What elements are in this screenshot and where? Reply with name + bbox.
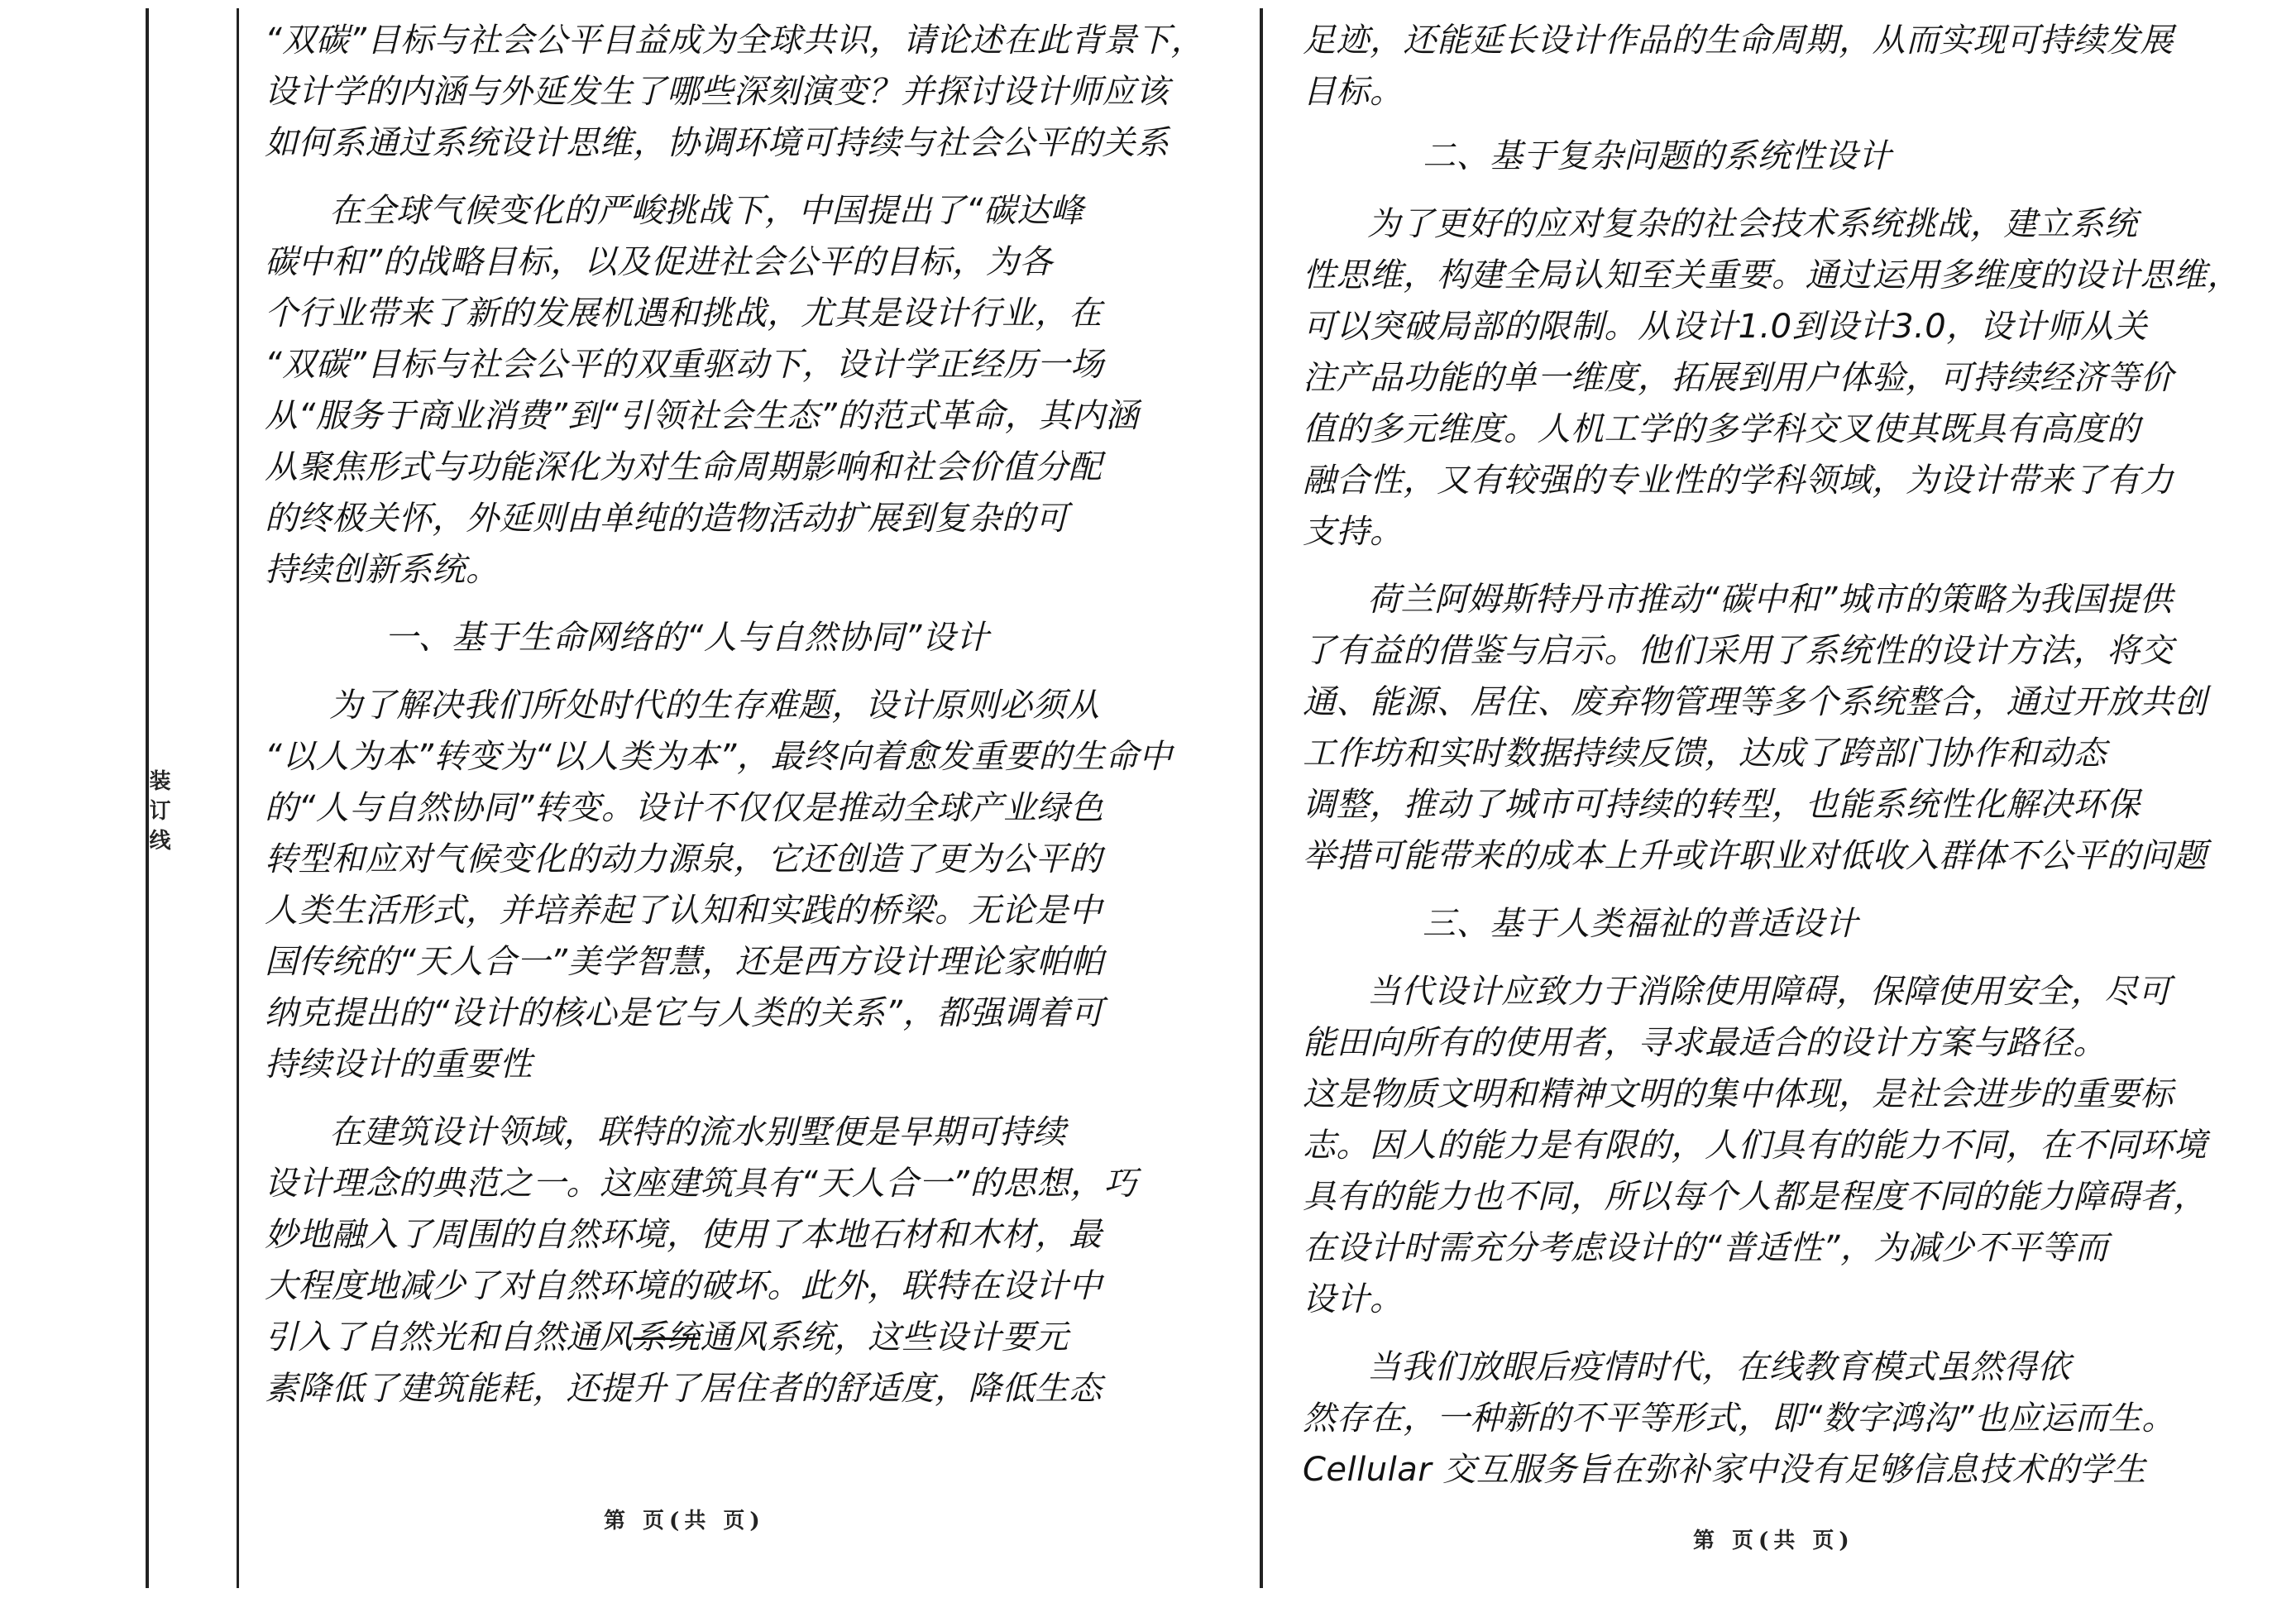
handwritten-line: 大程度地减少了对自然环境的破坏。此外，联特在设计中 bbox=[265, 1267, 1103, 1305]
handwritten-line: 荷兰阿姆斯特丹市推动“碳中和”城市的策略为我国提供 bbox=[1367, 581, 2173, 619]
handwritten-line: 为了解决我们所处时代的生存难题，设计原则必须从 bbox=[329, 687, 1100, 725]
struck-out-text: 系统 bbox=[633, 1318, 701, 1356]
page-number-footer: 第 页(共 页) bbox=[604, 1509, 765, 1533]
handwritten-line: 人类生活形式，并培养起了认知和实践的桥梁。无论是中 bbox=[265, 892, 1103, 930]
handwritten-line: 当代设计应致力于消除使用障碍，保障使用安全，尽可 bbox=[1367, 973, 2171, 1011]
line-text: 通风系统，这些设计要元 bbox=[700, 1318, 1069, 1356]
handwritten-line: 的“人与自然协同”转变。设计不仅仅是推动全球产业绿色 bbox=[265, 789, 1104, 827]
handwritten-line: 三、基于人类福祉的普适设计 bbox=[1423, 905, 1858, 943]
handwritten-line: 了有益的借鉴与启示。他们采用了系统性的设计方法，将交 bbox=[1303, 632, 2174, 670]
left-answer-page bbox=[265, 0, 1249, 1598]
handwritten-line: 注产品功能的单一维度，拓展到用户体验，可持续经济等价 bbox=[1303, 359, 2174, 397]
handwritten-line: “双碳”目标与社会公平的双重驱动下，设计学正经历一场 bbox=[265, 346, 1104, 384]
handwritten-line: 目标。 bbox=[1303, 73, 1404, 111]
handwritten-line: 值的多元维度。人机工学的多学科交叉使其既具有高度的 bbox=[1303, 410, 2141, 448]
handwritten-line: 可以突破局部的限制。从设计1.0到设计3.0，设计师从关 bbox=[1303, 308, 2148, 346]
handwritten-line: “以人为本”转变为“以人类为本”，最终向着愈发重要的生命中 bbox=[265, 738, 1173, 776]
handwritten-line: 性思维，构建全局认知至关重要。通过运用多维度的设计思维， bbox=[1303, 256, 2241, 294]
handwritten-line: 的终极关怀，外延则由单纯的造物活动扩展到复杂的可 bbox=[265, 500, 1069, 538]
page-number-footer: 第 页(共 页) bbox=[1693, 1529, 1854, 1553]
handwritten-line: 设计理念的典范之一。这座建筑具有“天人合一”的思想，巧 bbox=[265, 1165, 1137, 1203]
line-text: 引入了自然光和自然通风 bbox=[265, 1318, 634, 1356]
handwritten-line: 从聚焦形式与功能深化为对生命周期影响和社会价值分配 bbox=[265, 448, 1103, 486]
handwritten-line: 从“服务于商业消费”到“引领社会生态”的范式革命，其内涵 bbox=[265, 397, 1139, 435]
handwritten-line: 妙地融入了周围的自然环境，使用了本地石材和木材，最 bbox=[265, 1216, 1103, 1254]
handwritten-line: 纳克提出的“设计的核心是它与人类的关系”，都强调着可 bbox=[265, 994, 1104, 1032]
handwritten-line: 足迹，还能延长设计作品的生命周期，从而实现可持续发展 bbox=[1303, 22, 2174, 60]
handwritten-line: 如何系通过系统设计思维，协调环境可持续与社会公平的关系 bbox=[265, 124, 1170, 162]
handwritten-line: 在全球气候变化的严峻挑战下，中国提出了“碳达峰 bbox=[329, 192, 1084, 230]
handwritten-line: 工作坊和实时数据持续反馈，达成了跨部门协作和动态 bbox=[1303, 734, 2107, 773]
handwritten-line: 具有的能力也不同，所以每个人都是程度不同的能力障碍者， bbox=[1303, 1178, 2208, 1216]
handwritten-line: 举措可能带来的成本上升或许职业对低收入群体不公平的问题 bbox=[1303, 837, 2208, 875]
handwritten-line: 个行业带来了新的发展机遇和挑战，尤其是设计行业，在 bbox=[265, 294, 1103, 333]
handwritten-line: 设计学的内涵与外延发生了哪些深刻演变？并探讨设计师应该 bbox=[265, 73, 1170, 111]
handwritten-line: 能田向所有的使用者，寻求最适合的设计方案与路径。 bbox=[1303, 1024, 2107, 1062]
binding-line-label: 装订线 bbox=[146, 769, 170, 859]
handwritten-line: 持续设计的重要性 bbox=[265, 1045, 533, 1084]
handwritten-line: 一、基于生命网络的“人与自然协同”设计 bbox=[385, 619, 989, 657]
handwritten-line: 持续创新系统。 bbox=[265, 551, 500, 589]
handwritten-line: 为了更好的应对复杂的社会技术系统挑战，建立系统 bbox=[1367, 205, 2138, 243]
handwritten-line: 通、能源、居住、废弃物管理等多个系统整合，通过开放共创 bbox=[1303, 683, 2208, 721]
handwritten-line: “双碳”目标与社会公平目益成为全球共识，请论述在此背景下， bbox=[265, 22, 1204, 60]
handwritten-line: 然存在，一种新的不平等形式，即“数字鸿沟”也应运而生。 bbox=[1303, 1399, 2175, 1438]
right-answer-page bbox=[1303, 0, 2283, 1598]
handwritten-line: 在建筑设计领域，联特的流水别墅便是早期可持续 bbox=[329, 1113, 1066, 1151]
handwritten-line: 设计。 bbox=[1303, 1280, 1404, 1318]
handwritten-line: 二、基于复杂问题的系统性设计 bbox=[1423, 137, 1892, 175]
handwritten-line: 融合性，又有较强的专业性的学科领域，为设计带来了有力 bbox=[1303, 462, 2174, 500]
handwritten-line bbox=[265, 1312, 1249, 1363]
handwritten-line: 碳中和”的战略目标，以及促进社会公平的目标，为各 bbox=[265, 243, 1053, 281]
binding-rule-inner bbox=[237, 8, 239, 1588]
handwritten-line: 调整，推动了城市可持续的转型，也能系统性化解决环保 bbox=[1303, 786, 2141, 824]
handwritten-line: 在设计时需充分考虑设计的“普适性”，为减少不平等而 bbox=[1303, 1229, 2108, 1267]
handwritten-line: Cellular 交互服务旨在弥补家中没有足够信息技术的学生 bbox=[1303, 1451, 2146, 1489]
handwritten-line: 这是物质文明和精神文明的集中体现，是社会进步的重要标 bbox=[1303, 1075, 2174, 1113]
handwritten-line: 志。因人的能力是有限的，人们具有的能力不同，在不同环境 bbox=[1303, 1127, 2208, 1165]
handwritten-line: 国传统的“天人合一”美学智慧，还是西方设计理论家帕帕 bbox=[265, 943, 1104, 981]
handwritten-line: 素降低了建筑能耗，还提升了居住者的舒适度，降低生态 bbox=[265, 1370, 1103, 1408]
handwritten-line: 支持。 bbox=[1303, 513, 1404, 551]
handwritten-line: 转型和应对气候变化的动力源泉，它还创造了更为公平的 bbox=[265, 840, 1103, 878]
handwritten-line: 当我们放眼后疫情时代，在线教育模式虽然得依 bbox=[1367, 1348, 2071, 1386]
page-divider bbox=[1260, 8, 1263, 1588]
